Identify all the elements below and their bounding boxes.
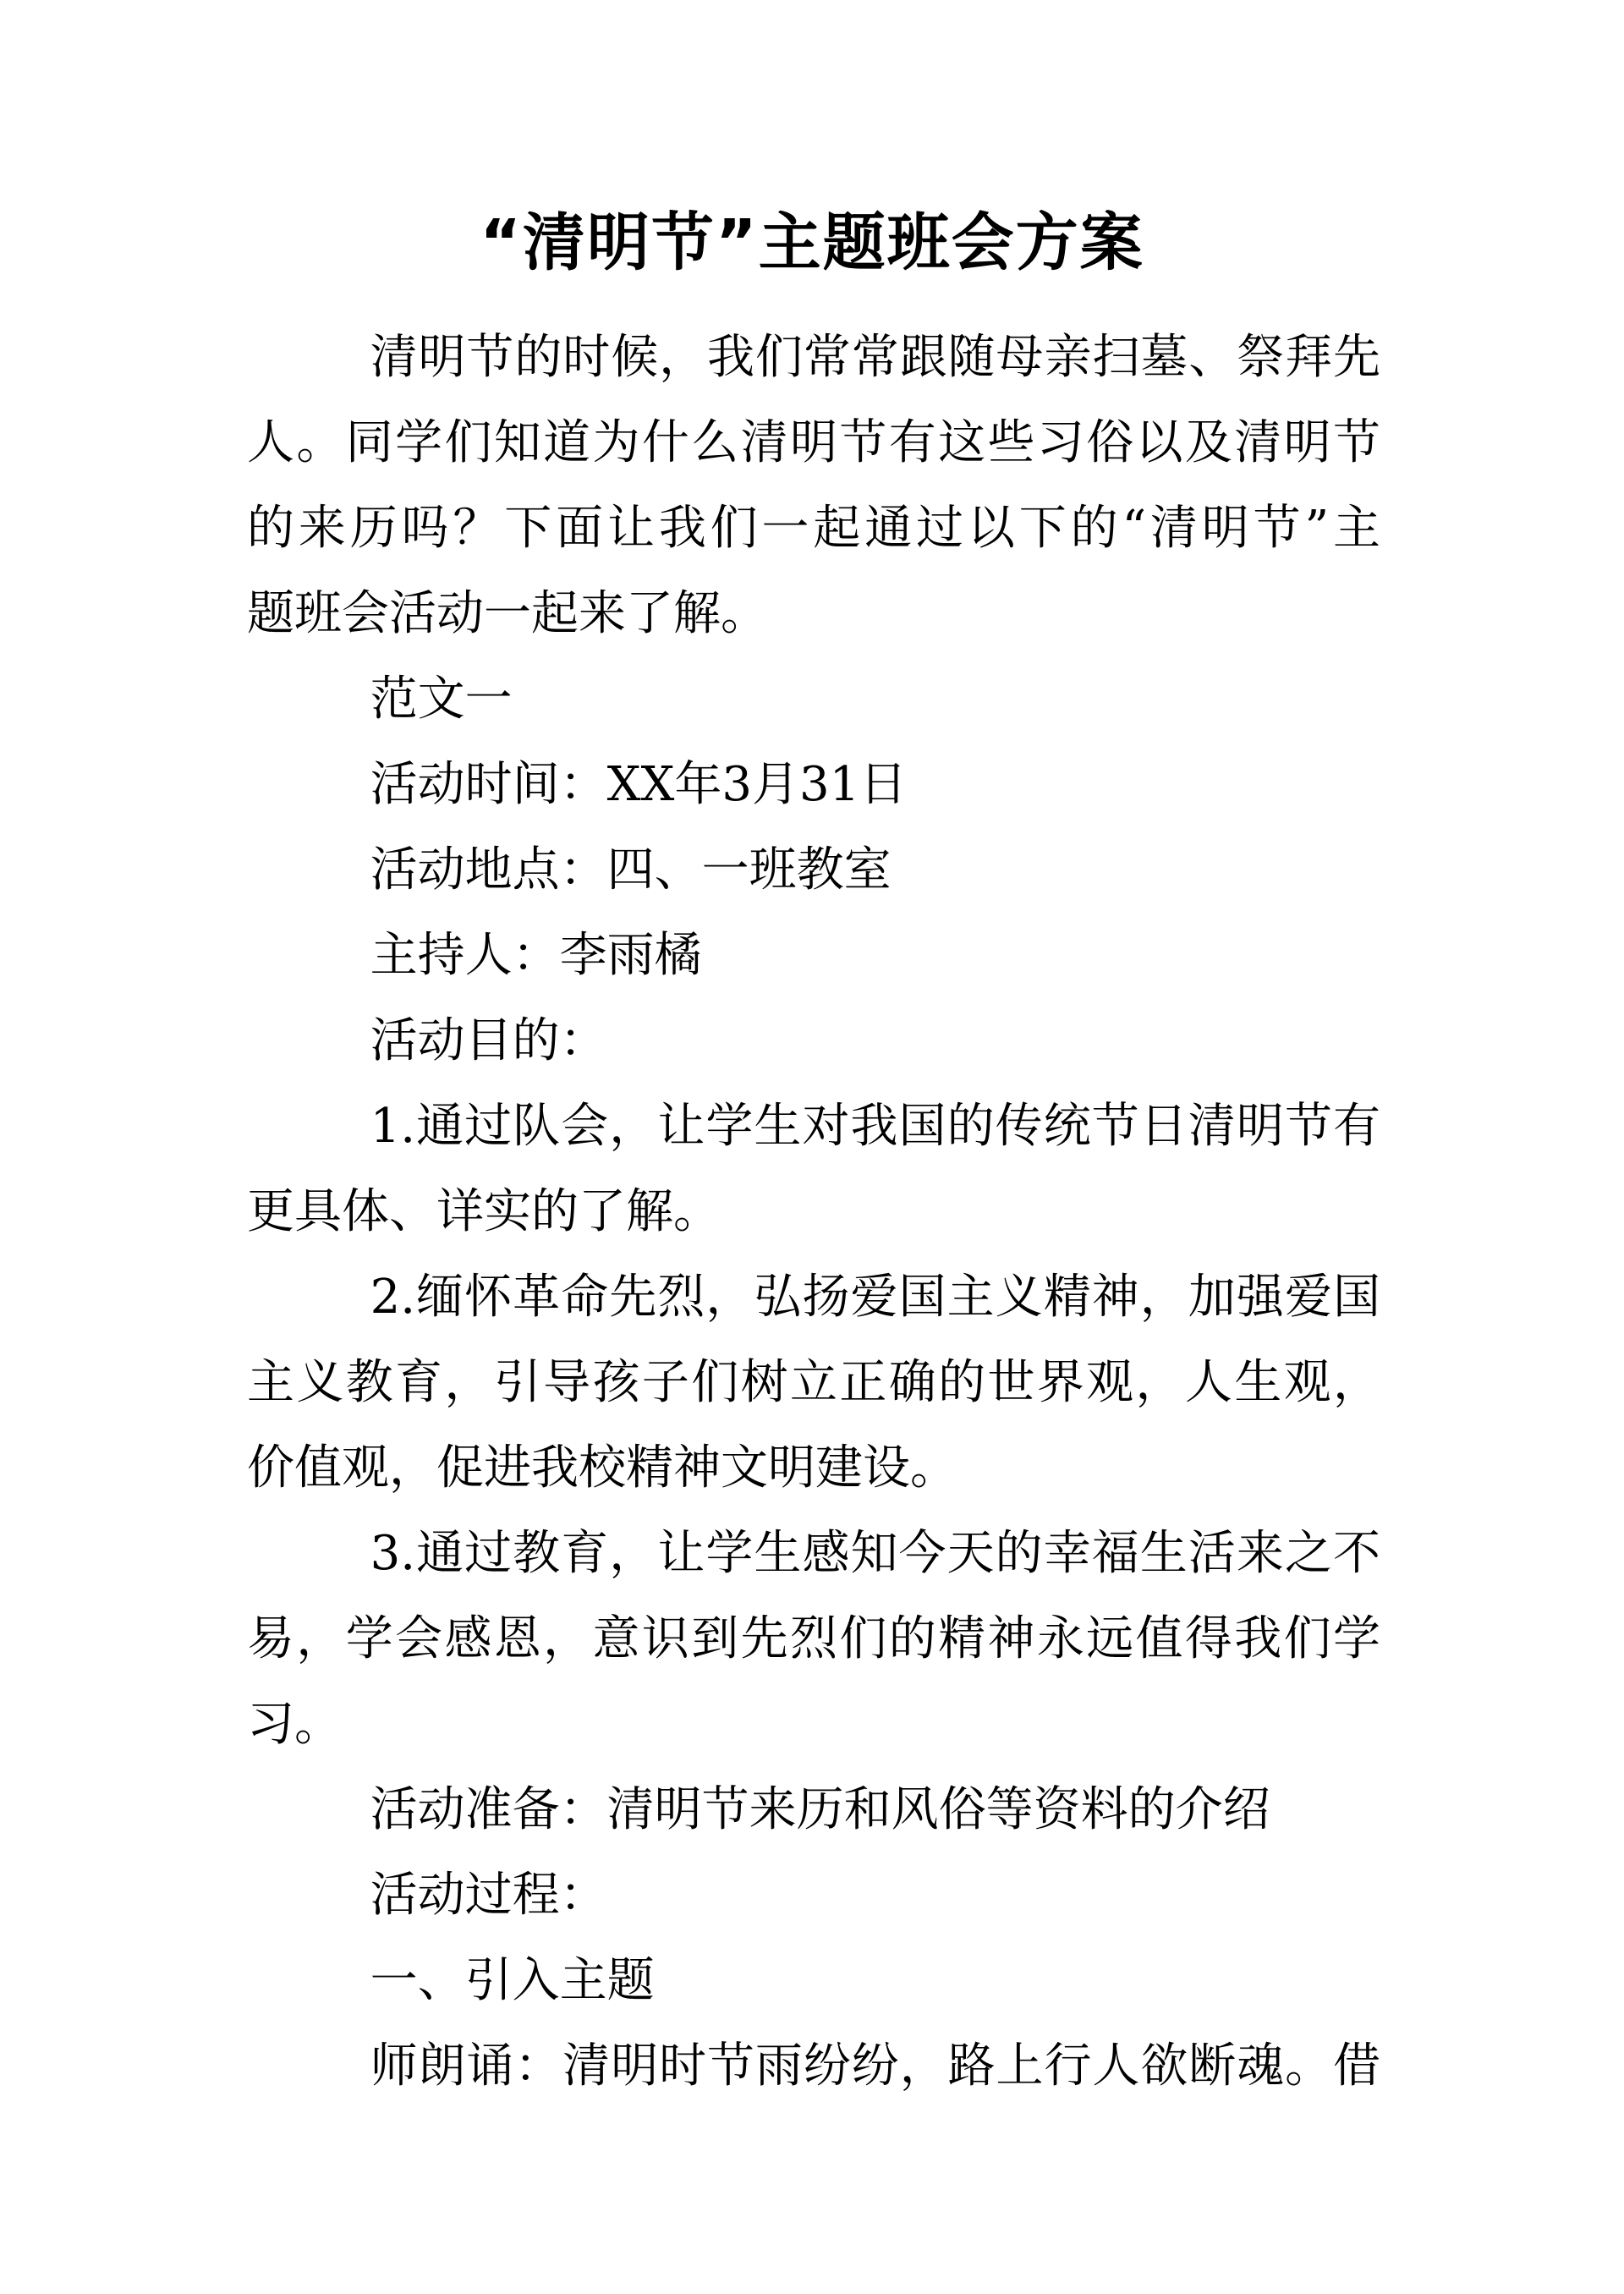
intro-line: 题班会活动一起来了解。 (247, 586, 768, 641)
purpose-line: 主义教育，引导孩子们树立正确的世界观，人生观， (247, 1355, 1380, 1410)
preparation: 活动准备：清明节来历和风俗等资料的介绍 (370, 1782, 1270, 1837)
purpose-line: 更具体、详实的了解。 (247, 1184, 721, 1239)
purpose-line: 价值观，促进我校精神文明建设。 (247, 1441, 957, 1495)
purpose-line: 易，学会感恩，意识到先烈们的精神永远值得我们学 (247, 1611, 1380, 1666)
intro-paragraph (247, 315, 1380, 656)
document-body (247, 315, 1380, 2109)
recitation-line (247, 2023, 1380, 2109)
activity-place: 活动地点：四、一班教室 (370, 842, 892, 897)
intro-line: 清明节的时候，我们常常跟随母亲扫墓、祭拜先 (370, 330, 1380, 385)
purpose-item-2 (247, 1254, 1380, 1511)
intro-line: 人。同学们知道为什么清明节有这些习俗以及清明节 (247, 415, 1380, 470)
purpose-item-3 (247, 1511, 1380, 1767)
document-title: “清明节”主题班会方案 (480, 206, 1144, 279)
purpose-line: 3.通过教育，让学生感知今天的幸福生活来之不 (370, 1526, 1380, 1581)
recitation-text: 师朗诵：清明时节雨纷纷，路上行人欲断魂。借 (370, 2039, 1380, 2094)
section-heading: 一、引入主题 (370, 1953, 655, 2008)
sample-heading: 范文一 (370, 672, 513, 727)
intro-line: 的来历吗？下面让我们一起通过以下的“清明节”主 (247, 501, 1380, 556)
purpose-line: 习。 (247, 1697, 342, 1752)
host: 主持人：李雨橘 (370, 928, 702, 983)
activity-time: 活动时间：XX年3月31日 (370, 757, 908, 812)
purpose-item-1 (247, 1084, 1380, 1254)
purpose-line: 1.通过队会，让学生对我国的传统节日清明节有 (370, 1099, 1380, 1154)
process-heading: 活动过程： (370, 1868, 607, 1923)
purpose-heading: 活动目的： (370, 1013, 607, 1068)
purpose-line: 2.缅怀革命先烈，弘扬爱国主义精神，加强爱国 (370, 1270, 1380, 1325)
